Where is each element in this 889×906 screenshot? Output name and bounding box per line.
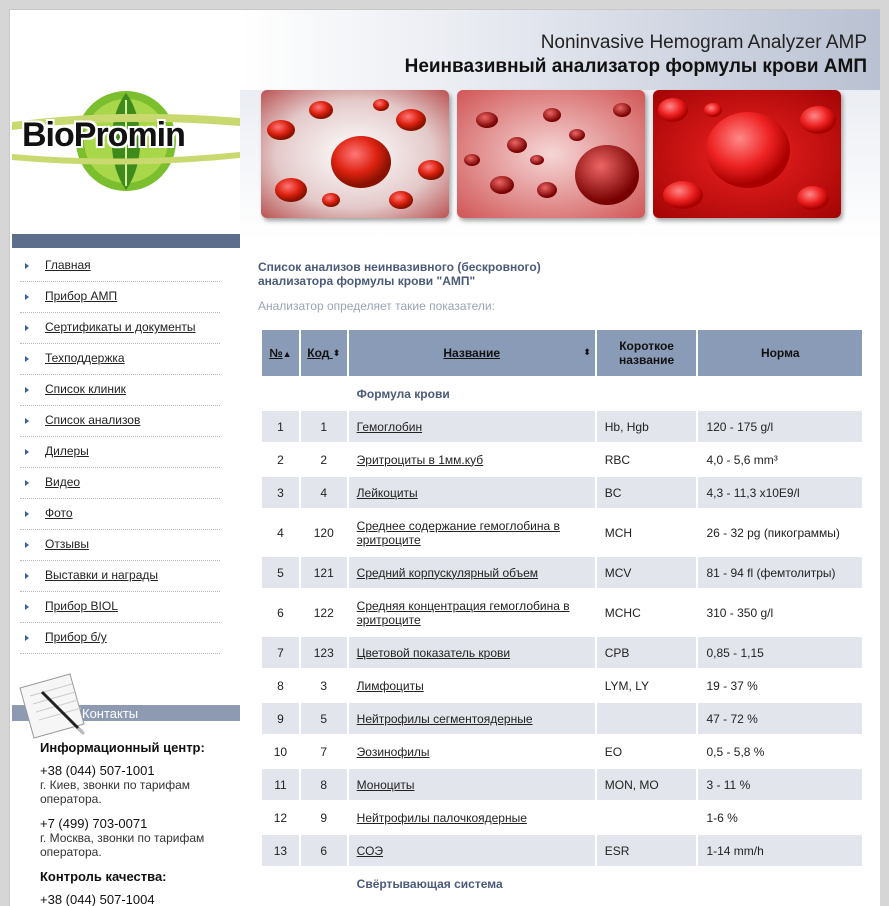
column-short-label: Короткое название: [618, 339, 675, 367]
info-center-label: Информационный центр:: [40, 740, 205, 755]
cell-short-name: MCV: [597, 557, 697, 588]
cell-name: [349, 670, 595, 701]
left-sidebar: [10, 10, 240, 906]
header-title-ru: Неинвазивный анализатор формулы крови АМП: [404, 56, 867, 77]
blood-cells-photo-2: [457, 90, 645, 218]
cell-norm: 47 - 72 %: [698, 703, 862, 734]
table-row: [262, 736, 862, 767]
cell-short-name: ESR: [597, 835, 697, 866]
nav-item-home[interactable]: [20, 251, 220, 282]
nav-link[interactable]: Список анализов: [45, 413, 141, 427]
cell-name: [349, 637, 595, 668]
group-title-blood-formula: Формула крови: [349, 378, 862, 409]
nav-item-clinics[interactable]: [20, 375, 220, 406]
table-row: [262, 703, 862, 734]
arrow-right-icon: [25, 418, 29, 424]
blood-cells-photo-3: [653, 90, 841, 218]
header-title-en: Noninvasive Hemogram Analyzer AMP: [540, 32, 867, 53]
nav-link[interactable]: Фото: [45, 506, 73, 520]
blood-cells-photo-1: [261, 90, 449, 218]
cell-norm: 3 - 11 %: [698, 769, 862, 800]
cell-num: 4: [262, 510, 299, 555]
table-row: [262, 557, 862, 588]
cell-short-name: RBC: [597, 444, 697, 475]
group-row: [262, 378, 862, 409]
cell-name: [349, 590, 595, 635]
nav-link[interactable]: Выставки и награды: [45, 568, 159, 582]
page-title-line2: анализатора формулы крови "АМП": [258, 274, 476, 288]
cell-norm: 81 - 94 fl (фемтолитры): [698, 557, 862, 588]
cell-name: [349, 802, 595, 833]
cell-norm: 120 - 175 g/l: [698, 411, 862, 442]
cell-code: 5: [301, 703, 347, 734]
phone-quality: +38 (044) 507-1004: [40, 892, 155, 906]
column-header-name[interactable]: [349, 330, 595, 376]
nav-item-device-amp[interactable]: [20, 282, 220, 313]
analysis-link[interactable]: Среднее содержание гемоглобина в эритроците: [356, 518, 560, 547]
column-norm-label: Норма: [760, 346, 800, 360]
nav-link[interactable]: Видео: [45, 475, 81, 489]
cell-name: [349, 510, 595, 555]
table-row: [262, 769, 862, 800]
cell-num: 1: [262, 411, 299, 442]
cell-code: 6: [301, 835, 347, 866]
logo-text: BioPromin: [22, 116, 185, 154]
cell-norm: 0,5 - 5,8 %: [698, 736, 862, 767]
column-code-label: Код: [307, 346, 330, 360]
nav-item-certificates[interactable]: [20, 313, 220, 344]
cell-code: 120: [301, 510, 347, 555]
nav-link[interactable]: Прибор АМП: [45, 289, 118, 303]
cell-code: 122: [301, 590, 347, 635]
cell-code: 9: [301, 802, 347, 833]
phone-kiev-note: г. Киев, звонки по тарифам оператора.: [40, 778, 191, 806]
analyses-table: [260, 328, 864, 901]
table-row: [262, 802, 862, 833]
cell-short-name: EO: [597, 736, 697, 767]
arrow-right-icon: [25, 263, 29, 269]
nav-header-bar: [12, 234, 240, 248]
cell-short-name: Hb, Hgb: [597, 411, 697, 442]
cell-name: [349, 477, 595, 508]
nav-item-analyses[interactable]: [20, 406, 220, 437]
phone-moscow-note: г. Москва, звонки по тарифам оператора.: [40, 831, 205, 859]
cell-num: 11: [262, 769, 299, 800]
cell-num: 13: [262, 835, 299, 866]
cell-short-name: BC: [597, 477, 697, 508]
cell-name: [349, 557, 595, 588]
nav-link[interactable]: Прибор б/у: [45, 630, 107, 644]
column-num-label: №: [269, 346, 283, 360]
nav-link[interactable]: Главная: [45, 258, 91, 272]
arrow-right-icon: [25, 573, 29, 579]
biopromin-logo[interactable]: [12, 88, 240, 194]
cell-norm: 1-6 %: [698, 802, 862, 833]
nav-item-device-biol[interactable]: [20, 592, 220, 623]
cell-name: [349, 444, 595, 475]
column-header-norm: [698, 330, 862, 376]
group-title-coagulation: Свёртывающая система: [349, 868, 862, 899]
cell-norm: 19 - 37 %: [698, 670, 862, 701]
analysis-link[interactable]: Лимфоциты: [356, 678, 424, 693]
cell-short-name: [597, 703, 697, 734]
cell-code: 3: [301, 670, 347, 701]
phone-moscow: +7 (499) 703-0071: [40, 816, 148, 831]
analysis-link[interactable]: СОЭ: [356, 843, 384, 858]
arrow-right-icon: [25, 356, 29, 362]
analysis-link[interactable]: Эритроциты в 1мм.куб: [356, 452, 484, 467]
analysis-link[interactable]: Нейтрофилы сегментоядерные: [356, 711, 533, 726]
cell-short-name: LYM, LY: [597, 670, 697, 701]
notepad-pen-icon: [12, 670, 88, 742]
cell-norm: 0,85 - 1,15: [698, 637, 862, 668]
page-subtitle: Анализатор определяет такие показатели:: [258, 299, 495, 313]
table-row: [262, 670, 862, 701]
cell-code: 4: [301, 477, 347, 508]
analysis-link[interactable]: Эозинофилы: [356, 744, 430, 759]
cell-name: [349, 769, 595, 800]
cell-name: [349, 736, 595, 767]
table-row: [262, 835, 862, 866]
cell-short-name: [597, 802, 697, 833]
contacts-block: [40, 740, 235, 906]
column-header-short-name: [597, 330, 697, 376]
cell-code: 8: [301, 769, 347, 800]
analysis-link[interactable]: Средний корпускулярный объем: [356, 565, 539, 580]
analysis-link[interactable]: Гемоглобин: [356, 419, 423, 434]
nav-item-video[interactable]: [20, 468, 220, 499]
arrow-right-icon: [25, 449, 29, 455]
cell-code: 2: [301, 444, 347, 475]
phone-kiev: +38 (044) 507-1001: [40, 763, 155, 778]
cell-short-name: CPB: [597, 637, 697, 668]
nav-link[interactable]: Прибор BIOL: [45, 599, 118, 613]
analysis-link[interactable]: Цветовой показатель крови: [356, 645, 511, 660]
cell-short-name: MCH: [597, 510, 697, 555]
column-header-code[interactable]: [301, 330, 347, 376]
nav-link[interactable]: Отзывы: [45, 537, 89, 551]
table-row: [262, 411, 862, 442]
analysis-link[interactable]: Моноциты: [356, 777, 415, 792]
column-header-num[interactable]: [262, 330, 299, 376]
arrow-right-icon: [25, 325, 29, 331]
main-nav: [20, 251, 220, 654]
table-row: [262, 637, 862, 668]
analysis-link[interactable]: Нейтрофилы палочкоядерные: [356, 810, 527, 825]
arrow-right-icon: [25, 480, 29, 486]
nav-link[interactable]: Список клиник: [45, 382, 126, 396]
cell-num: 2: [262, 444, 299, 475]
nav-link[interactable]: Техподдержка: [45, 351, 125, 365]
nav-item-exhibitions[interactable]: [20, 561, 220, 592]
sort-asc-icon: ▲: [282, 348, 292, 359]
group-row: [262, 868, 862, 899]
table-row: [262, 510, 862, 555]
cell-code: 7: [301, 736, 347, 767]
nav-link[interactable]: Сертификаты и документы: [45, 320, 196, 334]
cell-num: 3: [262, 477, 299, 508]
arrow-right-icon: [25, 387, 29, 393]
page-title: [258, 260, 868, 288]
cell-norm: 1-14 mm/h: [698, 835, 862, 866]
cell-norm: 4,3 - 11,3 x10E9/l: [698, 477, 862, 508]
nav-item-dealers[interactable]: [20, 437, 220, 468]
nav-item-support[interactable]: [20, 344, 220, 375]
cell-code: 1: [301, 411, 347, 442]
column-name-label: Название: [443, 346, 501, 360]
arrow-right-icon: [25, 511, 29, 517]
arrow-right-icon: [25, 294, 29, 300]
page: [9, 9, 880, 906]
quality-control-label: Контроль качества:: [40, 869, 167, 884]
header-banner: [240, 10, 880, 240]
cell-num: 8: [262, 670, 299, 701]
cell-code: 121: [301, 557, 347, 588]
cell-name: [349, 703, 595, 734]
cell-short-name: MCHC: [597, 590, 697, 635]
cell-norm: 4,0 - 5,6 mm³: [698, 444, 862, 475]
sort-both-icon: ⬍: [583, 347, 591, 357]
nav-item-reviews[interactable]: [20, 530, 220, 561]
cell-norm: 26 - 32 pg (пикограммы): [698, 510, 862, 555]
cell-name: [349, 835, 595, 866]
analysis-link[interactable]: Лейкоциты: [356, 485, 418, 500]
cell-num: 12: [262, 802, 299, 833]
analysis-link[interactable]: Средняя концентрация гемоглобина в эритроците: [356, 598, 570, 627]
nav-item-photo[interactable]: [20, 499, 220, 530]
table-row: [262, 477, 862, 508]
cell-num: 7: [262, 637, 299, 668]
cell-short-name: MON, MO: [597, 769, 697, 800]
cell-num: 9: [262, 703, 299, 734]
cell-num: 10: [262, 736, 299, 767]
nav-link[interactable]: Дилеры: [45, 444, 89, 458]
page-title-line1: Список анализов неинвазивного (бескровного): [258, 260, 541, 274]
cell-norm: 310 - 350 g/l: [698, 590, 862, 635]
cell-code: 123: [301, 637, 347, 668]
arrow-right-icon: [25, 604, 29, 610]
cell-name: [349, 411, 595, 442]
sort-both-icon: ⬍: [332, 348, 341, 359]
arrow-right-icon: [25, 635, 29, 641]
nav-item-used-device[interactable]: [20, 623, 220, 654]
table-row: [262, 444, 862, 475]
contacts-title: Контакты: [82, 706, 139, 721]
arrow-right-icon: [25, 542, 29, 548]
main-content: [258, 260, 868, 891]
cell-num: 6: [262, 590, 299, 635]
table-row: [262, 590, 862, 635]
cell-num: 5: [262, 557, 299, 588]
